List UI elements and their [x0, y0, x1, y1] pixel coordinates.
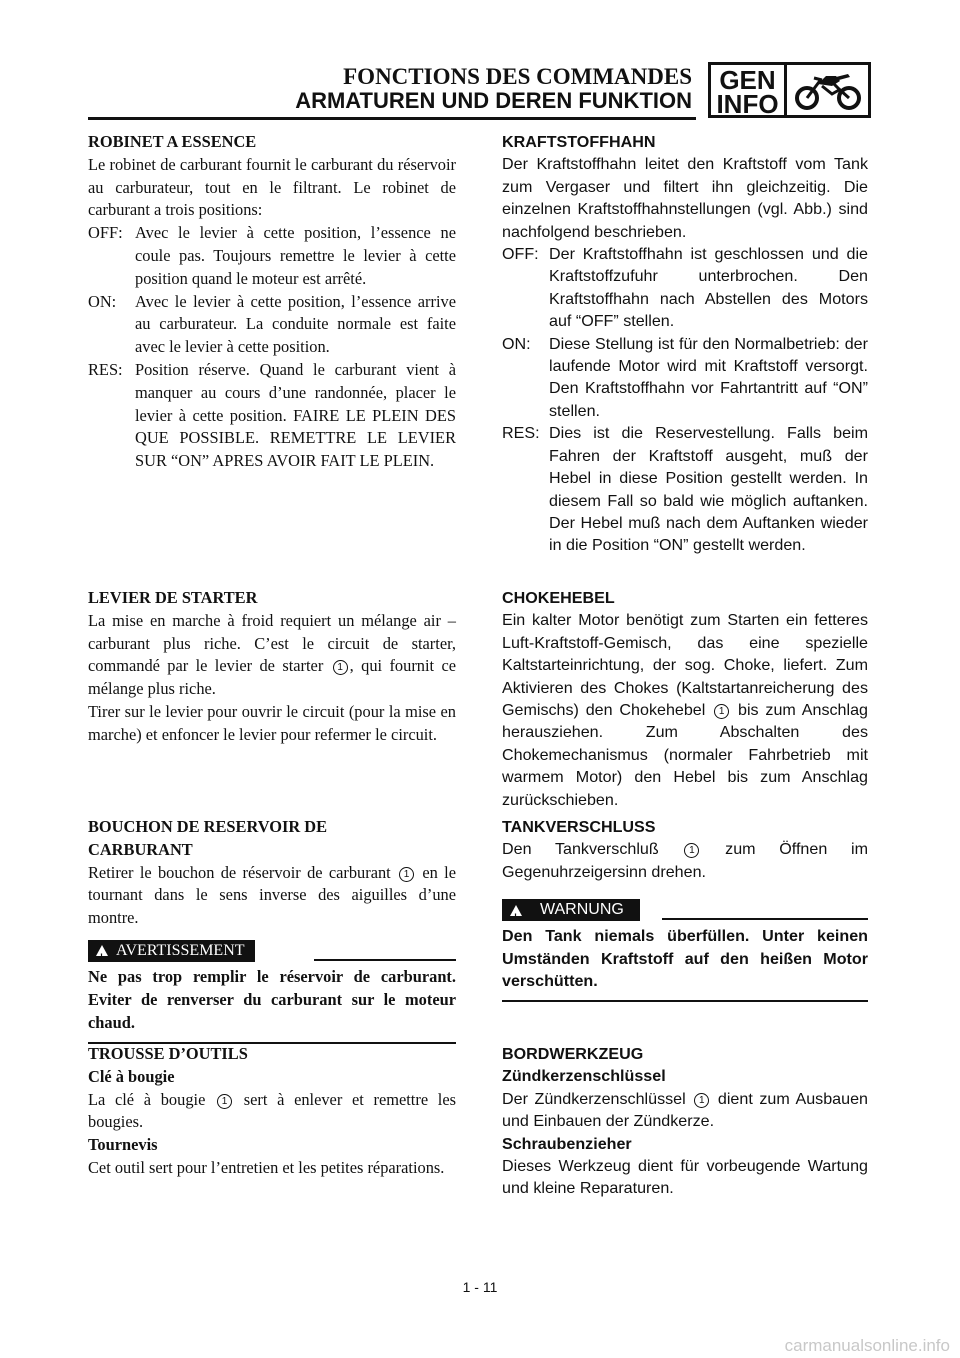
fr-warning-label-box	[88, 940, 255, 962]
fr-off-key: OFF:	[88, 223, 123, 243]
fr-tank-cap-section	[88, 816, 456, 1044]
fr-starter-p2: Tirer sur le levier pour ouvrir le circuit (pour la mise en marche) et enfoncer le levier pour refermer le circuit.	[88, 701, 456, 744]
de-tools-section	[502, 1043, 868, 1200]
fr-off-item	[88, 222, 456, 290]
ref-circle-1: 1	[714, 704, 729, 719]
fr-tank-cap-heading-2: CARBURANT	[88, 839, 193, 859]
de-off-key: OFF:	[502, 245, 539, 264]
fr-starter-section	[88, 587, 456, 747]
de-tools-p1: Der Zündkerzenschlüssel 1 dient zum Ausbauen und Einbauen der Zündkerze.	[502, 1089, 868, 1131]
ref-circle-1: 1	[399, 867, 414, 882]
header-title-de: ARMATUREN UND DEREN FUNKTION	[295, 88, 692, 113]
page-number: 1 - 11	[462, 1279, 498, 1295]
de-choke-text: Ein kalter Motor benötigt zum Starten ein fetteres Luft-Kraftstoff-Gemisch, das eine spezielle Kaltstarteinrichtung, der sog. Choke, liefert. Zum Aktivieren des Chokes (Kaltstartanreicherung des Gemischs) den Chokehebel 1 bis zum Anschlag herausziehen. Zum Abschalten des Chokemechanismus (normaler Fahrbetrieb mit warmem Motor) den Hebel bis zum Anschlag zurückschieben.	[502, 611, 868, 809]
de-tank-cap-text: Den Tankverschluß 1 zum Öffnen im Gegenuhrzeigersinn drehen.	[502, 840, 868, 881]
fr-starter-heading: LEVIER DE STARTER	[88, 588, 258, 607]
de-off-text: Der Kraftstoffhahn ist geschlossen und die Kraftstoffzufuhr unterbrochen. Den Kraftstoffhahn nach Abstellen des Motors auf “OFF” stellen.	[549, 245, 868, 331]
fr-starter-p1: La mise en marche à froid requiert un mélange air – carburant plus riche. C’est le circuit de starter, commandé par le levier de starter 1 , qui fournit ce mélange plus riche.	[88, 610, 457, 699]
fr-on-key: ON:	[88, 291, 117, 311]
fr-res-key: RES:	[88, 359, 123, 379]
fr-fuel-cock-heading: ROBINET A ESSENCE	[88, 132, 257, 151]
de-warning-rule	[662, 918, 868, 920]
de-tools-sub2: Schraubenzieher	[502, 1134, 632, 1153]
de-fuel-cock-section	[502, 131, 868, 557]
de-warning-label-box	[502, 899, 640, 921]
ref-circle-1: 1	[217, 1094, 232, 1109]
ref-circle-1: 1	[684, 843, 699, 858]
de-off-item	[502, 243, 868, 333]
de-tools-p2: Dieses Werkzeug dient für vorbeugende Wartung und kleine Reparaturen.	[502, 1157, 868, 1198]
motorcycle-icon	[787, 65, 868, 115]
de-tools-heading: BORDWERKZEUG	[502, 1045, 644, 1063]
watermark: carmanualsonline.info	[784, 1336, 950, 1355]
de-tools-sub1: Zündkerzenschlüssel	[502, 1067, 666, 1086]
fr-tools-sub2: Tournevis	[88, 1135, 158, 1155]
header-rule	[88, 117, 696, 120]
fr-tools-p1: La clé à bougie 1 sert à enlever et remettre les bougies.	[88, 1089, 456, 1132]
fr-tools-heading: TROUSSE D’OUTILS	[88, 1044, 248, 1063]
de-fuel-cock-intro: Der Kraftstoffhahn leitet den Kraftstoff vom Tank zum Vergaser und filtert ihn gleichzeitig. Die einzelnen Kraftstoffhahnstellungen (vgl. Abb.) sind nachfolgend beschrieben.	[502, 155, 868, 241]
de-fuel-cock-heading: KRAFTSTOFFHAHN	[502, 133, 656, 151]
de-tank-cap-section	[502, 816, 868, 1002]
fr-tank-cap-heading-1: BOUCHON DE RESERVOIR DE	[88, 817, 328, 836]
de-tank-cap-heading: TANKVERSCHLUSS	[502, 818, 656, 836]
de-on-text: Diese Stellung ist für den Normalbetrieb: der laufende Motor wird mit Kraftstoff versorgt. Den Kraftstoffhahn vor Fahrtantritt auf “ON” stellen.	[549, 334, 868, 420]
de-choke-heading: CHOKEHEBEL	[502, 589, 615, 607]
ref-circle-1: 1	[333, 660, 348, 675]
de-res-item	[502, 422, 868, 556]
de-warning-text: Den Tank niemals überfüllen. Unter keinen Umständen Kraftstoff auf den heißen Motor verschütten.	[502, 927, 868, 991]
de-warning-label: WARNUNG	[540, 901, 624, 919]
fr-tank-cap-text: Retirer le bouchon de réservoir de carburant 1 en le tournant dans le sens inverse des aiguilles d’une montre.	[88, 862, 457, 928]
fr-on-item	[88, 291, 456, 359]
gen-info-badge	[708, 62, 871, 118]
de-warning-header	[502, 899, 868, 925]
fr-tools-section	[88, 1043, 456, 1180]
fr-tools-p2: Cet outil sert pour l’entretien et les petites réparations.	[88, 1157, 445, 1177]
de-res-text: Dies ist die Reservestellung. Falls beim Fahren der Kraftstoff ausgeht, muß der Hebel in diese Position gestellt werden. In diesem Fall so bald wie möglich auftanken. Der Hebel muß nach dem Auftanken wieder in die Position “ON” gestellt werden.	[549, 424, 868, 555]
de-on-item	[502, 333, 868, 423]
de-warning-bottom-rule	[502, 1000, 868, 1002]
de-choke-section	[502, 587, 868, 811]
ref-circle-1: 1	[694, 1093, 709, 1108]
fr-on-text: Avec le levier à cette position, l’essence arrive au carburateur. La conduite normale est faite avec le levier à cette position.	[135, 291, 456, 357]
fr-warning-header	[88, 940, 456, 966]
warning-triangle-icon: !	[96, 945, 108, 956]
fr-warning-label: AVERTISSEMENT	[116, 941, 245, 959]
fr-warning-rule	[314, 959, 456, 961]
fr-res-item	[88, 359, 456, 473]
fr-off-text: Avec le levier à cette position, l’essence ne coule pas. Toujours remettre le levier à cette position quand le moteur est arrêté.	[135, 223, 456, 288]
fr-fuel-cock-section	[88, 131, 456, 473]
badge-label	[711, 65, 787, 119]
header-title-fr: FONCTIONS DES COMMANDES	[343, 64, 692, 89]
de-res-key: RES:	[502, 424, 540, 443]
badge-line2: INFO	[716, 89, 779, 119]
fr-fuel-cock-intro: Le robinet de carburant fournit le carburant du réservoir au carburateur, tout en le filtrant. Le robinet de carburant a trois positions:	[88, 154, 456, 220]
warning-triangle-icon: !	[510, 905, 522, 916]
de-on-key: ON:	[502, 334, 531, 353]
badge-line1: GEN	[719, 65, 776, 95]
fr-tools-sub1: Clé à bougie	[88, 1066, 175, 1086]
fr-warning-text: Ne pas trop remplir le réservoir de carburant. Eviter de renverser du carburant sur le moteur chaud.	[88, 966, 456, 1032]
fr-res-text: Position réserve. Quand le carburant vient à manquer au cours d’une randonnée, placer le levier à cette position. FAIRE LE PLEIN DES QUE POSSIBLE. REMETTRE LE LEVIER SUR “ON” APRES AVOIR FAIT LE PLEIN.	[135, 359, 456, 471]
